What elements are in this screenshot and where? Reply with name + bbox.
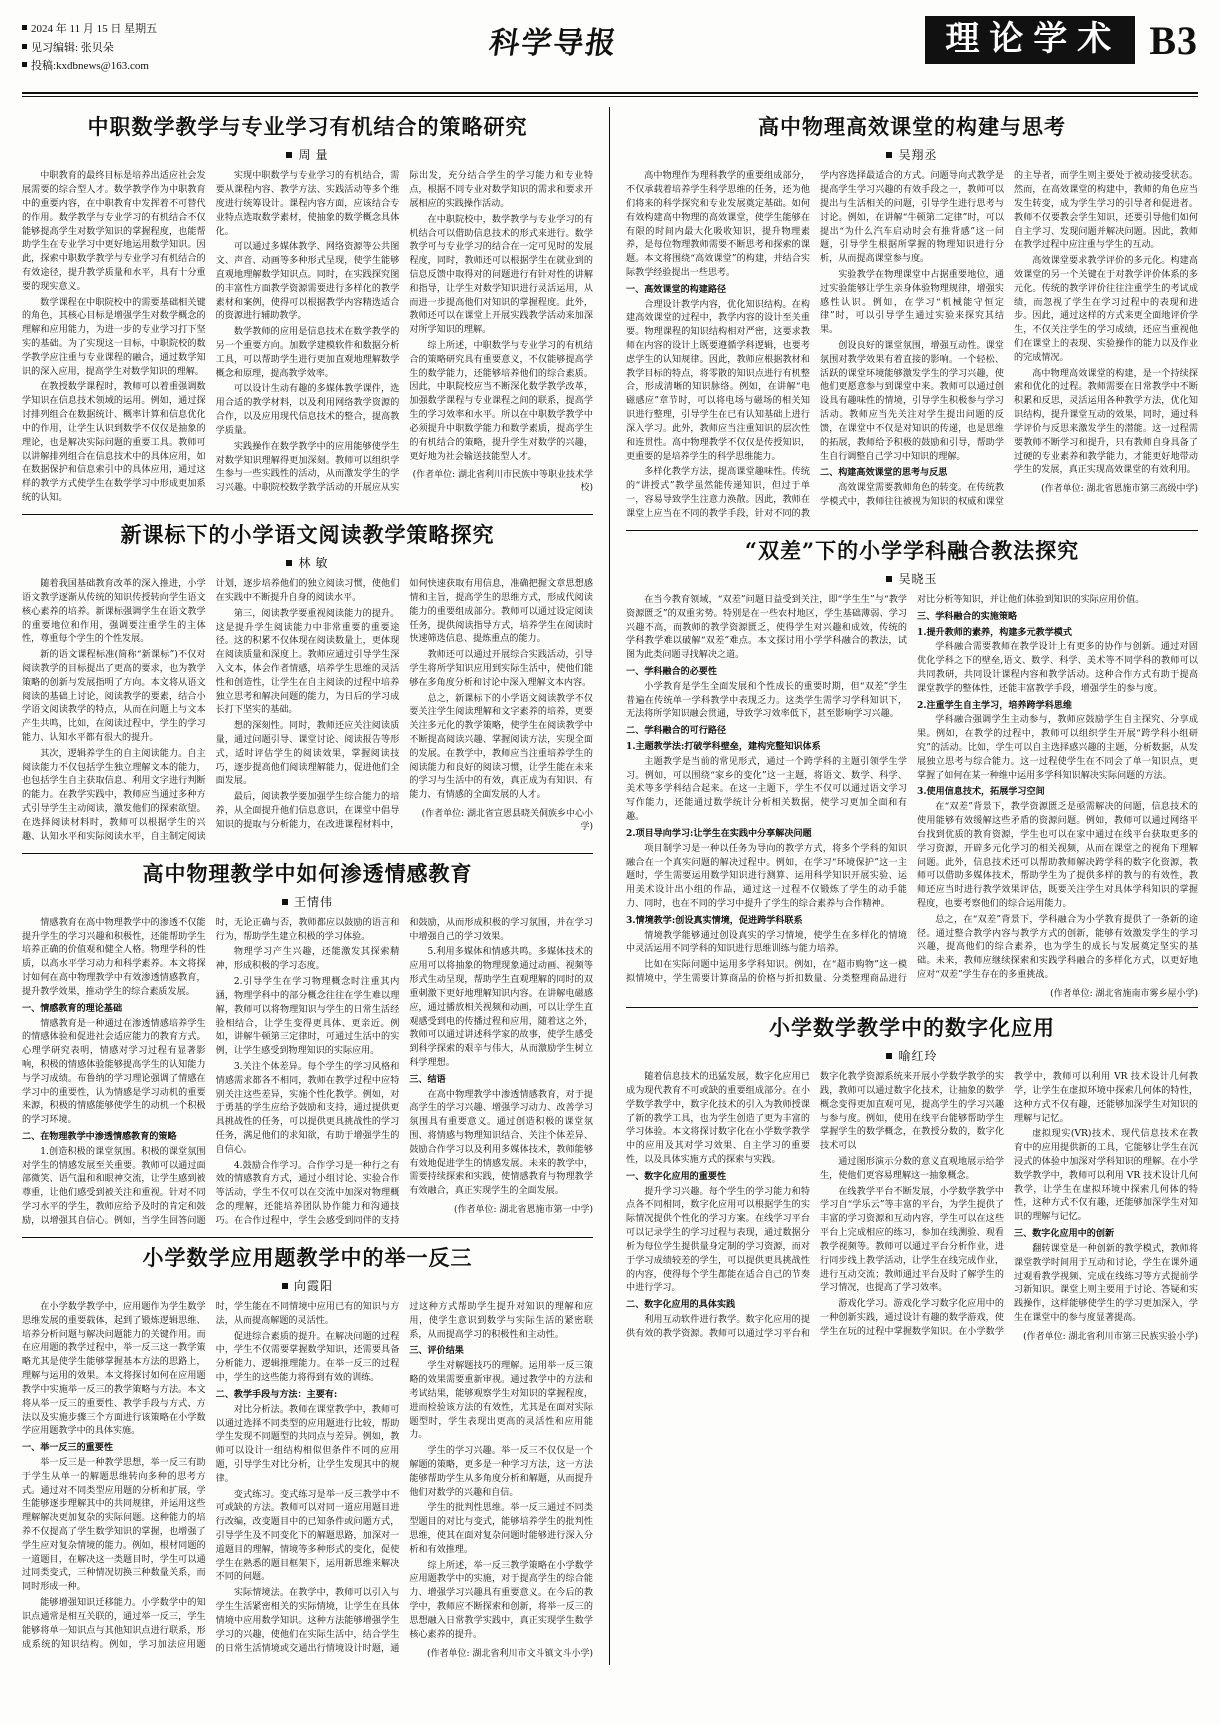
paragraph: 举一反三是一种教学思想，举一反三有助于学生从单一的解题思维转向多种的思考方式。通过对不同类型应用题的分析和扩展，学生能够逐步理解其中的共同规律，并运用这些理解解决更加复杂的实际问题。这种能力的培养不仅提高了学生数学知识的掌握，也增强了学生应对复杂情境的能力。例如，根材同题的一道题目，在解决这一类题目时，学生可以通过同类变式，三种情况切换三种数量关系，而同时形成一种。 [22, 1457, 206, 1593]
article-divider [22, 853, 593, 854]
subheading: 一、数字化应用的重要性 [626, 1170, 727, 1182]
subheading: 二、学科融合的可行路径 [626, 725, 727, 737]
paragraph: 高效课堂需要教师角色的转变。在传统教学模式中，教师往往被视为知识的权威和课堂的主导者，而学生则主要处于被动接受状态。然而，在高效课堂的构建中，教师的角色应当发生转变，成为学生学习的引导者和促进者。教师不仅要教会学生知识，还要引导他们如何自主学习、发现问题并解决问题。因此，教师在教学过程中应注重与学生的互动。 [820, 171, 1198, 507]
paragraph: 创设良好的课堂氛围，增强互动性。课堂氛围对教学效果有着直接的影响。一个轻松、活跃的课堂环境能够激发学生的学习兴趣，使他们更愿意参与到课堂中来。教师可以通过创设具有趣味性的情境，引导学生积极参与学习活动。教师应当先关注对学生提出问题的反馈，在课堂中不仅是对知识的传递，也是思维的拓展，教师给予积极的鼓励和引导，帮助学生自行调整自己学习中知识的理解。 [820, 341, 1004, 462]
editor-line [22, 39, 157, 58]
paragraph: 学生的批判性思维。举一反三通过不同类型题目的对比与变式，能够培养学生的批判性思维，使其在面对复杂问题时能够进行深入分析和有效推理。 [409, 1503, 593, 1555]
paragraph: 可以通过多媒体教学、网络资源等公共图文、声音、动画等多种形式呈现，使学生能够直观地理解数学知识点。同时，在实践探究图的丰富性方面教学资源需要进行多样化的教学素材和案例，使得可以根据教学内容精选适合的资源进行辅助教学。 [215, 242, 400, 322]
author-name: 吴晓玉 [898, 571, 938, 586]
paragraph: 对比分析法。教师在课堂教学中，教师可以通过选择不同类型的应用题进行比较，帮助学生发现不同题型的共同点与差异。例如，教师可以设计一组结构相似但条件不同的应用题，引导学生对比分析，让学生发现其中的规律。 [215, 1404, 400, 1484]
article-title: “双差”下的小学学科融合教法探究 [744, 537, 1080, 563]
article-divider [22, 1237, 593, 1238]
article-byline [22, 554, 593, 571]
article-title: 新课标下的小学语文阅读教学策略探究 [120, 521, 495, 547]
paragraph: 能够增强知识迁移能力。小学数学中的知识点通常是相互关联的，通过举一反三，学生能够将单一知识点与其他知识点进行联系，形成系统的知识结构。例如，学习加法应用题时，学生能在不同情境中应用已有的知识与方法，从而提高解题的灵活性。 [22, 1302, 400, 1650]
paragraph: 总之，新课标下的小学语文阅读教学不仅要关注学生阅读理解和文字素养的培养，更要关注多元化的教学策略，使学生在阅读教学中不断提高阅读兴趣、掌握阅读方法，实现全面的发展。在教学中，教师应当注重培养学生的阅读能力和良好的阅读习惯，让学生能在未来的学习与生活中的有效，真正成为有知识、有能力、有情感的全面发展的人才。 [409, 693, 593, 801]
paragraph: 提升学习兴趣。每个学生的学习能力和特点各不同相同，数字化应用可以根据学生的实际情况提供个性化的学习方案。在线学习平台可以记录学生的学习过程与表现，通过数据分析为每位学生提供量身定制的学习资源，而对于学习成绩较差的学生，可以提供更具挑战性的内容，使得每个学生都能在适合自己的节奏中进行学习。 [626, 1186, 810, 1294]
paragraph: 在中职院校中，数学教学与专业学习的有机结合可以借助信息技术的形式来进行。数学教学可与专业学习的结合在一定可见时的发展程度，同时，教师还可以根据学生在就业到的信息反馈中取得对的问题进行有针对性的讲解和指导，让学生对数学知识进行灵活运用，从而进一步提高他们对知识的掌握程度。此外，教师还可以在课堂上开展实践教学活动来加深对所学知识的理解。 [409, 214, 593, 336]
paragraph: 主题教学是当前的常见形式，通过一个跨学科的主题引领学生学习。例如，可以围绕“家乡的变化”这一主题，将语文、数学、科学、美术等多学科结合起来。在这一主题下，学生不仅可以通过语文学习写作能力，还能通过数学统计分析相关数据，使学习更加全面和有趣。 [626, 756, 907, 823]
author-name: 王情伟 [293, 894, 333, 909]
article-body [626, 1071, 1198, 1342]
article-signature: (作者单位: 湖北省利川市文斗镇文斗小学) [427, 1648, 593, 1659]
article-6 [626, 537, 1198, 999]
subheading: 一、学科融合的必要性 [626, 665, 717, 677]
article-2 [22, 521, 593, 845]
paragraph: 学生的学习兴趣。举一反三不仅仅是一个解题的策略，更多是一种学习方法，这一方法能够帮助学生从多角度分析和解题，从而提升他们对数学的兴趣和自信。 [409, 1446, 593, 1498]
paragraph: 综上所述，中职数学与专业学习的有机结合的策略研究具有重要意义，不仅能够提高学生的数学能力，还能够培养他们的综合素质。因此，中职院校应当不断深化数学教学改革，加强数学课程与专业课程之间的联系，提高学生的学习效率和水平。所以在中职数学教学中必须提升中职数学能力和数学素质，提高学生的有机结合的策略，提升学生对数学的兴趣，更好地为社会输送技能型人才。 [409, 341, 593, 462]
paragraph: 新的语文课程标准(简称“新课标”)不仅对阅读教学的目标提出了更高的要求，也为教学策略的创新与发展指明了方向。本文将从语文阅读的基础上讨论，阅读教学的要素，结合小学语文阅读教学的特点，从而在问题上与文本产生共鸣，比如，在阅读过程中，学生的学习能力、认知水平都有很大的提升。 [22, 650, 206, 744]
article-byline [22, 146, 593, 163]
paragraph: 总之，在“双差”背景下，学科融合为小学教育提供了一条新的途径。通过整合教学内容与教学方式的创新，能够有效激发学生的学习兴趣，提高他们的综合素养，也为学生的成长与发展奠定坚实的基础。未来，教师应继续探索和实践学科融合的多样化方式，以更好地应对“双差”学生存在的多重挑战。 [917, 914, 1198, 981]
paragraph: 多样化教学方法，提高课堂趣味性。传统的“讲授式”教学虽然能传递知识，但过于单一，容易导致学生注意力涣散。因此，教师在课堂上应当在不同的教学手段，针对不同的教学内容选择最适合的方式。问题导向式教学是提高学生学习兴趣的有效手段之一，教师可以提出与生活相关的问题，引导学生进行思考与讨论。例如，在讲解“牛顿第二定律”时，可以提出“为什么汽车启动时会有推背感”这一问题，引导学生根据所掌握的物理知识进行分析，从而提高课堂参与度。 [626, 171, 1004, 519]
paper-logo [464, 14, 621, 62]
article-divider [22, 514, 593, 515]
paragraph: 学生对解题技巧的理解。运用举一反三策略的效果需要重新审视。通过教学中的方法和考试结果，能够观察学生对知识的掌握程度，进而检验该方法的有效性，尤其是在面对实际题型时，学生表现出更高的灵活性和应用能力。 [409, 1361, 593, 1441]
paragraph: 实际情境法。在教学中，教师可以引入与学生生活紧密相关的实际情境，让学生在具体情境中应用数学知识。这种方法能够增强学生学习的兴趣，使他们在实际生活中，结合学生的日常生活情境或交通出行情境设计时题，通过这种方式帮助学生提升对知识的理解和应用，使学生意识到数学与实际生活的紧密联系，从而提高学习的积极性和主动性。 [215, 1302, 593, 1654]
editor-text: 见习编辑: 张贝朵 [31, 41, 114, 54]
paragraph: 情感教育在高中物理教学中的渗透不仅能提升学生的学习兴趣和积极性，还能帮助学生培养正确的价值观和健全人格。物理学科的性质，以高水平学习动力和科学素养。本文将探讨如何在高中物理教学中有效渗透情感教育，提升教学效果，推动学生的综合素质发展。 [22, 917, 206, 997]
paragraph: 2.引导学生在学习物理概念时注重其内涵，物理学科中的部分概念往往在学生难以理解，教师可以将物理知识与学生的日常生活经验相结合，让学生变得更具体、更亲近。例如，讲解牛顿第三定律时，可通过生活中的实例，让学生感受到物理知识的实际应用。 [215, 977, 400, 1057]
paragraph: 最后，阅读教学要加强学生综合能力的培养，从全面提升他们信息意识，在课堂中倡导知识的提取与分析能力，在改进课程材料中，如何快速获取有用信息，准确把握文章思想感情和主旨，提高学生的思维方式，形成代阅读能力的重要组成部分。教师可以通过设定阅读任务，提供阅读指导方式，培养学生在阅读时快速筛选信息、提炼重点的能力。 [215, 579, 593, 830]
article-body [22, 917, 593, 1229]
byline-marker-icon [282, 899, 288, 905]
article-body [22, 170, 593, 506]
paragraph: 在“双差”背景下，教学资源匮乏是亟需解决的问题，信息技术的使用能够有效缓解这些矛盾的资源问题。例如，教师可以通过网络平台找到优质的教育资源，学生也可以在家中通过在线平台获取更多的学习资源，开辟多元化学习的相关视频，从而在课堂之的视角下理解问题。此外，信息技术还可以帮助教师解决跨学科的数字化资源，教师可以借助多媒体技术，帮助学生为了提供多样的教与的有效性，教师还应当时进行教学效果评估，既要关注学生对具体学科知识的掌握程度，也要考察他们的综合运用能力。 [917, 802, 1198, 909]
masthead-rule [22, 92, 1198, 94]
byline-marker-icon [886, 1053, 892, 1059]
paragraph: 实践操作在数学教学中的应用能够使学生对数学知识理解得更加深刻。教师可以组织学生参与一些实践性的活动，从而激发学生的学习兴趣。中职院校数学教学活动的开展应从实际出发，充分结合学生的学习能力和专业特点，根据不同专业对数学知识的需求和要求开展相应的实践操作活动。 [215, 171, 593, 494]
subheading: 1.主题教学法:打破学科壁垒，建构完整知识体系 [626, 741, 821, 753]
author-name: 喻红玲 [898, 1049, 938, 1064]
article-byline [22, 893, 593, 910]
subheading: 二、构建高效课堂的思考与反思 [820, 467, 948, 479]
subheading: 1.提升教师的素养，构建多元教学模式 [917, 626, 1072, 638]
article-5 [626, 113, 1198, 522]
paragraph: 随着我国基础教育改革的深入推进，小学语文教学逐渐从传统的知识传授转向学生语文核心素养的培养。新课标强调学生在语文教学的重要地位和作用，强调要注重学生的主体性，尊重每个学生的个性发展。 [22, 579, 206, 645]
paragraph: 促进综合素质的提升。在解决问题的过程中，学生不仅需要掌握数学知识，还需要具备分析能力、逻辑推理能力。在举一反三的过程中，学生的这些能力将得到有效的训练。 [215, 1331, 400, 1384]
article-body [22, 578, 593, 844]
paragraph: 利用互动软件进行教学。数字化应用的提供有效的教学资源。教师可以通过学习平台和数字化教学资源系统来开展小学数学教学的实践，教师可以通过数字化技术，让抽象的数学概念变得更加直观可见，提高学生的学习兴趣与参与度。例如，使用在线平台能够帮助学生掌握学生的数学概念，在教授分数的，数字化技术可以 [626, 1072, 1004, 1339]
paragraph: 合理设计教学内容，优化知识结构。在构建高效课堂的过程中，教学内容的设计至关重要。物理课程的知识结构相对严密，这要求教师在内容的设计上既要遵循学科逻辑，也要考虑学生的认知规律。因此，教师应根据教材和教学目标的特点，将零散的知识点进行有机整合，形成清晰的知识脉络。例如，在讲解“电磁感应”章节时，可以将电场与磁场的相关知识进行整理，引导学生在已有认知基础上进行深入学习。此外，教师应当注重知识的层次性和连贯性。高中物理教学不仅仅是传授知识，更重要的是培养学生的科学思维能力。 [626, 299, 810, 462]
article-body [22, 1301, 593, 1659]
paragraph: 其次，逻辑养学生的自主阅读能力。自主阅读能力不仅包括学生独立理解文本的能力，也包括学生自主获取信息、利用文字进行判断的能力。在教学实践中，教师应当通过多种方式引导学生主动阅读，激发他们的探索欲望。在选择阅读材料时，教师可以根据学生的兴趣、认知水平和实际阅读水平，自主制定阅读计划，逐步培养他们的独立阅读习惯，使他们在实践中不断提升自身的阅读水平。 [22, 579, 400, 842]
paragraph: 随着信息技术的迅猛发展，数字化应用已成为现代教育不可或缺的重要组成部分。在小学数学教学中，数字化技术的引入为教师授课了新的教学工具，也为学生创造了更为丰富的学习体验。本文将探讨数字化在小学数学教学中的应用及其对学习效果、自主学习的重要性，以及具体实施方式的探索与实践。 [626, 1072, 810, 1166]
paragraph: 可以设计生动有趣的多媒体教学课件，选用合适的教学材料，以及利用网络教学资源的合作，以及应用现代信息技术的整合，提高教学质量。 [215, 384, 400, 436]
paragraph: 教师还可以通过开展综合实践活动，引导学生将所学知识应用到实际生活中，使他们能够在多角度分析和讨论中深入理解文本内容。 [409, 650, 593, 688]
article-3 [22, 860, 593, 1229]
subheading: 二、教学手段与方法：主要有: [215, 1388, 338, 1400]
paragraph: 实验教学在物理课堂中占据重要地位，通过实验能够让学生亲身体验物理规律，增强实感性认识。例如，在学习“机械能守恒定律”时，可以引导学生通过实验来探究其结果。 [820, 269, 1004, 336]
byline-marker-icon [282, 1283, 288, 1289]
page-body [22, 107, 1198, 1665]
paragraph: 在高中物理教学中渗透情感教育，对于提高学生的学习兴趣、增强学习动力、改善学习氛围具有重要意义。通过创造积极的课堂氛围、将情感与物理知识结合、关注个体差异、鼓励合作学习以及利用多媒体技术，教师能够有效地促进学生的情感发展。未来的教学中，需要持续探索和实践，使情感教育与物理教学有效融合，真正实现学生的全面发展。 [409, 1089, 593, 1197]
article-title: 高中物理高效课堂的构建与思考 [758, 114, 1066, 139]
article-divider [626, 1007, 1198, 1008]
page-number: B3 [1149, 17, 1198, 63]
paragraph: 游戏化学习。游戏化学习数字化应用中的一种创新实践，通过设计有趣的数学游戏，使学生在玩的过程中掌握数学知识。在小学数学教学中，教师可以利用 VR 技术设计几何教学，让学生在虚拟环境中探索几何体的特性，这种方式不仅有趣，还能够加深学生对知识的理解与记忆。 [820, 1072, 1198, 1337]
paragraph: 通过图形演示分数的意义直观地展示给学生，使他们更容易理解这一抽象概念。 [820, 1157, 1004, 1181]
author-name: 吴翔丞 [898, 148, 938, 163]
submission-line [22, 57, 157, 76]
paragraph: 3.关注个体差异。每个学生的学习风格和情感需求都各不相同，教师在教学过程中应特别关注这些差异，实施个性化教学。例如，对于勇基的学生应给予鼓励和支持，通过提供更具挑战性的任务，可以提供更具挑战性的学习任务，满足他们的求知欲，有助于增强学生的自信心。 [215, 1061, 400, 1155]
article-byline [626, 146, 1198, 163]
paragraph: 物理学习产生兴趣，还能激发其探索精神，形成积极的学习态度。 [215, 947, 400, 972]
paragraph: 5.利用多媒体和情感共鸣。多媒体技术的应用可以将抽象的物理现象通过动画、视频等形式生动呈现，帮助学生直观理解的同时的双重刺激下更好地理解知识内容。在讲解电磁感应，通过播放相关视频和动画，可以让学生直观感受到电的传播过程和应用，随着这之外，教师可以通过讲述科学家的故事，使学生感受到科学探索的艰辛与伟大，从而激励学生树立科学理想。 [409, 947, 593, 1068]
article-body [626, 170, 1198, 521]
paragraph: 第三，阅读教学要重视阅读能力的提升。这是提升学生阅读能力中非常重要的重要途径。这的积累不仅体现在阅读数量上，更体现在阅读质量和深度上。教师应通过引导学生深入文本，体会作者情感，培养学生思维的灵活性和创造性，让学生在自主阅读的过程中培养独立思考和解决问题的能力，为日后的学习成长打下坚实的基础。 [215, 608, 400, 716]
date-text: 2024 年 11 月 15 日 星期五 [31, 23, 158, 35]
column-right [610, 107, 1198, 1665]
subheading: 三、评价结果 [409, 1345, 464, 1357]
byline-marker-icon [286, 152, 292, 158]
subheading: 3.使用信息技术，拓展学习空间 [917, 786, 1045, 798]
paragraph: 想的深刻性。同时，教师还应关注阅读质量，通过问题引导、课堂讨论、阅读报告等形式，适时评估学生的阅读效果，掌握阅读技巧，逐步提高他们阅读理解能力，促进他们全面发展。 [215, 721, 400, 787]
paragraph: 高效课堂要求教学评价的多元化。构建高效课堂的另一个关键在于对教学评价体系的多元化。传统的教学评价往往注重学生的考试成绩，而忽视了学生在学习过程中的表现和进步。因此，通过这样的方式来更全面地评价学生，不仅关注学生的学习成绩，还应当重视他们在课堂上的表现、实验操作的能力以及作业的完成情况。 [1014, 256, 1198, 363]
article-byline [626, 570, 1198, 587]
paragraph: 学科融合需要教师在教学设计上有更多的协作与创新。通过对固优化学科之下的壁垒,语文、数学、科学、美术等不同学科的教师可以共同教研，共同设计课程内容和教学活动。这种合作方式有助于提高课堂教学的整体性，还能丰富教学手段，增强学生的参与度。 [917, 642, 1198, 694]
subheading: 三、数字化应用中的创新 [1014, 1228, 1115, 1240]
article-1 [22, 113, 593, 506]
paragraph: 实现中职数学与专业学习的有机结合，需要从课程内容、教学方法、实践活动等多个维度进行统筹设计。课程内容方面，应该结合专业特点选取数学素材，使抽象的数学概念具体化。 [215, 171, 400, 237]
paragraph: 学科融合强调学生主动参与，教师应鼓励学生自主探究、分享成果。例如，在教学的过程中，教师可以组织学生开展“跨学科小组研究”的活动。比如，学生可以自主选择感兴趣的主题，分析数据，从发展独立思考与综合能力。这一过程使学生在不同会了单一知识点，更掌握了如何在某一种维中运用多学科知识解决实际问题的方法。 [917, 715, 1198, 781]
article-body [626, 594, 1198, 999]
byline-marker-icon [286, 560, 292, 566]
subheading: 一、高效课堂的构建路径 [626, 283, 727, 295]
bullet-icon [22, 25, 27, 30]
paragraph: 数学教师的应用是信息技术在数学教学的另一个重要方向。加数学建模软件和数据分析工具，可以帮助学生进行更加直观地理解数学概念和原理，提高教学效率。 [215, 327, 400, 379]
article-7 [626, 1014, 1198, 1342]
paragraph: 项目制学习是一种以任务为导向的教学方式，将多个学科的知识融合在一个真实问题的解决过程中。例如，在学习“环境保护”这一主题时，学生需要运用数学知识进行测算、运用科学知识开展实验、运用美术设计出小组的作品，通过这一过程不仅锻炼了学生的动手能力、同时，也在不同的学习中提升了学生的综合素养与合作精神。 [626, 843, 907, 909]
byline-marker-icon [886, 576, 892, 582]
subheading: 三、学科融合的实施策略 [917, 610, 1018, 622]
paragraph: 变式练习。变式练习是举一反三教学中不可或缺的方法。教师可以对同一道应用题目进行改编，改变题目中的已知条件或问题方式，引导学生及不同变化下的解题思路，加深对一道题目的理解，情境等多种形式的变化，促使学生在熟悉的题目框架下，运用新思维来解决不同的问题。 [215, 1489, 400, 1583]
paragraph: 在小学数学教学中，应用题作为学生数学思维发展的重要载体，起到了锻炼逻辑思维、培养分析问题与解决问题能力的关键作用。而在应用题的教学过程中，举一反三这一教学策略尤其是使学生能够掌握基本方法的思路上，理解与运用的效果。本文将探讨如何在应用题教学中实施举一反三的教学策略与方法。本文将从举一反三的重要性、教学手段与方式、方法以及实施步骤三个方面进行该策略在小学数学应用题教学中的具体实施。 [22, 1302, 206, 1437]
paragraph: 比如在实际问题中运用多学科知识。例如，在“超市购物”这一模拟情境中，学生需要计算商品的价格与折扣数量、分类整理商品进行对比分析等知识，并让他们体验到知识的实际应用价值。 [626, 594, 1145, 985]
author-name: 林 敏 [298, 556, 329, 571]
paragraph: 在教授数学课程时，教师可以着重强调数学知识在信息技术领域的运用。例如，通过探讨排列组合在数据统计、概率计算和信息优化中的作用，让学生认识到数学不仅仅是抽象的理论，也是解决实际问题的重要工具。教师可以讲解排列组合在信息技术中的具体应用，如在数据保护和信息索引中的具体应用，通过这样的教学方式使学生在数学学习中形成更加系统的认知。 [22, 382, 206, 503]
subheading: 二、在物理教学中渗透情感教育的策略 [22, 1131, 177, 1143]
section-badge: 理论学术 [925, 16, 1135, 64]
paragraph: 翻转课堂是一种创新的教学模式，教师将课堂教学时间用于互动和讨论，学生在课外通过观看教学视频、完成在线练习等方式提前学习新知识。课堂上则主要用于讨论、答疑和实践操作，这样能够使学生的学习更加深入，学生在课堂中的参与度显著提高。 [1014, 1243, 1198, 1323]
paragraph: 1.创造积极的课堂氛围。积极的课堂氛围对学生的情感发展至关重要。教师可以通过面部微笑、语气温和和眼神交流，让学生感到被尊重，让他们感受到被关注和重视。针对不同学习水平的学生，教师应给予及时的肯定和鼓励，以增强其自信心。例如，当学生回答问题时，无论正确与否，教师都应以鼓励的语言和行为，帮助学生建立积极的学习体验。 [22, 917, 400, 1226]
paper-name: 科学导报 [487, 26, 621, 61]
paragraph: 情境教学能够通过创设真实的学习情境，使学生在多样化的情境中灵活运用不同学科的知识进行思维训练与能力培养。 [626, 930, 907, 955]
article-signature: (作者单位: 湖北省利川市第三民族实验小学) [1023, 1331, 1198, 1342]
article-title: 小学数学教学中的数字化应用 [769, 1014, 1055, 1040]
author-name: 向霞阳 [293, 1279, 333, 1293]
author-name: 周 量 [298, 148, 329, 163]
paragraph: 小学教育是学生全面发展和个性成长的重要时期，但“双差”学生普遍在传统单一学科教学中表现乏力。这类学生需学习学科知识下，无法将所学知识融会贯通，导致学习效率低下，甚至影响学习兴趣。 [626, 681, 907, 720]
subheading: 一、举一反三的重要性 [22, 1442, 113, 1454]
article-title: 小学数学应用题教学中的举一反三 [142, 1244, 473, 1270]
paragraph: 中职教育的最终目标是培养出适应社会发展需要的综合型人才。数学教学作为中职教育中的重要内容，在中职教育中发挥着不可替代的作用。数学教学与专业学习的有机结合不仅能够提高学生对数学知识的掌握程度，也能帮助学生在专业学习中更好地运用数学知识。因此，探索中职数学教学与专业学习有机结合的有效途径，提升教学质量和水平，具有十分重要的现实意义。 [22, 171, 206, 292]
paragraph: 综上所述，举一反三教学策略在小学数学应用题教学中的实施，对于提高学生的综合能力、增强学习兴趣具有重要意义。在今后的教学中，教师应不断探索和创新，将举一反三的思想融入日常教学实践中，真正实现学生数学核心素养的提升。 [409, 1560, 593, 1640]
column-left [22, 107, 610, 1665]
article-4 [22, 1244, 593, 1659]
article-signature: (作者单位: 湖北省宣恩县晓关侗族乡中心小学) [421, 809, 593, 833]
article-byline [626, 1047, 1198, 1064]
subheading: 二、数字化应用的具体实践 [626, 1299, 736, 1311]
article-signature: (作者单位: 湖北省恩施市第三高级中学) [1041, 484, 1198, 495]
paragraph: 4.鼓励合作学习。合作学习是一种行之有效的情感教育方式，通过小组讨论、实验合作等活动，学生不仅可以在交流中加深对物理概念的理解，还能培养团队协作能力和沟通技巧。在合作过程中，学生会感受到同伴的支持和鼓励，从而形成积极的学习氛围，并在学习中增强自己的学习效果。 [215, 917, 593, 1226]
article-signature: (作者单位: 湖北省恩施市第一中学) [454, 1205, 593, 1216]
byline-marker-icon [886, 152, 892, 158]
publication-date [22, 20, 157, 39]
paragraph: 高中物理作为理科教学的重要组成部分，不仅承载着培养学生科学思维的任务，还为他们将来的科学探究和专业发展奠定基础。如何有效构建高中物理的高效课堂，使学生能够在有限的时间内最大化吸收知识，提升物理素养，是每位物理教师需要不断思考和探索的课题。本文将围绕“高效课堂”的构建，并结合实际教学经验提出一些思考。 [626, 171, 810, 278]
paragraph: 虚拟现实(VR)技术、现代信息技术在教育中的应用提供新的工具，它能够让学生在沉浸式的体验中加深对学科知识的理解。在小学数学教学中，教师可以利用 VR 技术设计几何教学，让学生在虚拟环境中探索几何体的特性，这种方式不仅有趣，还能够加深学生对知识的理解与记忆。 [1014, 1129, 1198, 1223]
mail-text: 投稿:kxdbnews@163.com [31, 60, 149, 73]
article-title: 高中物理教学中如何渗透情感教育 [142, 860, 473, 886]
paragraph: 在当今教育领域，“双差”问题日益受到关注，即“学生生”与“教学资源匮乏”的双重劣势。特别是在一些农村地区，学生基础薄弱、学习兴趣不高，而教师的教学资源匮乏，使得学生对兴趣和成效，传统的学科教学难以破解“双差”难点。本文探讨用小学学科融合的教法，试图为此类问题寻找解决之道。 [626, 594, 907, 661]
article-signature: (作者单位: 湖北省利川市民族中等职业技术学校) [412, 470, 593, 494]
paragraph: 在线教学平台不断发展，小学数学教学中学习自“学乐云”等丰富的平台，为学生提供了丰富的学习资源和互动内容，学生可以在这些平台上完成相应的练习，参加在线测验、观看教学视频等。教师可以通过平台分析作业，进行同步线上教学活动，让学生在线完成作业，进行互动交流；教师通过平台及时了解学生的学习情况，也提高了学习效率。 [820, 1186, 1004, 1294]
paragraph: 数学课程在中职院校中的需要基础相关键的角色，其核心目标是增强学生对数学概念的理解和应用能力，为进一步的专业学习打下坚实的基础。为了实现这一目标，中职院校的数学教学应注重与专业课程的融合，通过数学知识的深入应用，提高学生对数学知识的理解。 [22, 297, 206, 377]
subheading: 一、情感教育的理论基础 [22, 1002, 123, 1014]
paragraph: 情感教育是一种通过在渗透情感培养学生的情感体验和促进社会适应能力的教育方式。心理学研究表明，情感对学习过程有显著影响，积极的情感体验能够提高学生的认知能力与学习成绩。布鲁纳的学习理论强调了情感在学习中的重要性，认为情感是学习动机的重要来源，积极的情感能够使学生的动机一个积极的学习环境。 [22, 1018, 206, 1126]
article-title: 中职数学教学与专业学习有机结合的策略研究 [87, 114, 528, 139]
masthead-rule-thin [22, 96, 1198, 97]
subheading: 2.注重学生自主学习，培养跨学科思维 [917, 699, 1072, 711]
bullet-icon [22, 62, 27, 67]
bullet-icon [22, 44, 27, 49]
subheading: 三、结语 [409, 1073, 446, 1085]
subheading: 3.情境教学:创设真实情境，促进跨学科联系 [626, 914, 803, 926]
article-divider [626, 530, 1198, 531]
article-signature: (作者单位: 湖北省施南市雾乡屋小学) [1050, 988, 1198, 999]
masthead [22, 14, 1198, 86]
section-header [925, 14, 1198, 64]
paragraph: 高中物理高效课堂的构建，是一个持续探索和优化的过程。教师需要在日常教学中不断积累和反思，灵活运用各种教学方法，优化知识结构，提升课堂互动的效果，同时，通过科学评价与反思来激发学生的潜能。这一过程需要教师不断学习和提升，只有教师自身具备了过硬的专业素养和教学能力，才能更好地带动学生的发展，真正实现高效课堂的有效利用。 [1014, 368, 1198, 476]
masthead-info [22, 14, 157, 76]
subheading: 2.项目导向学习:让学生在实践中分享解决问题 [626, 827, 812, 839]
article-byline [22, 1277, 593, 1294]
